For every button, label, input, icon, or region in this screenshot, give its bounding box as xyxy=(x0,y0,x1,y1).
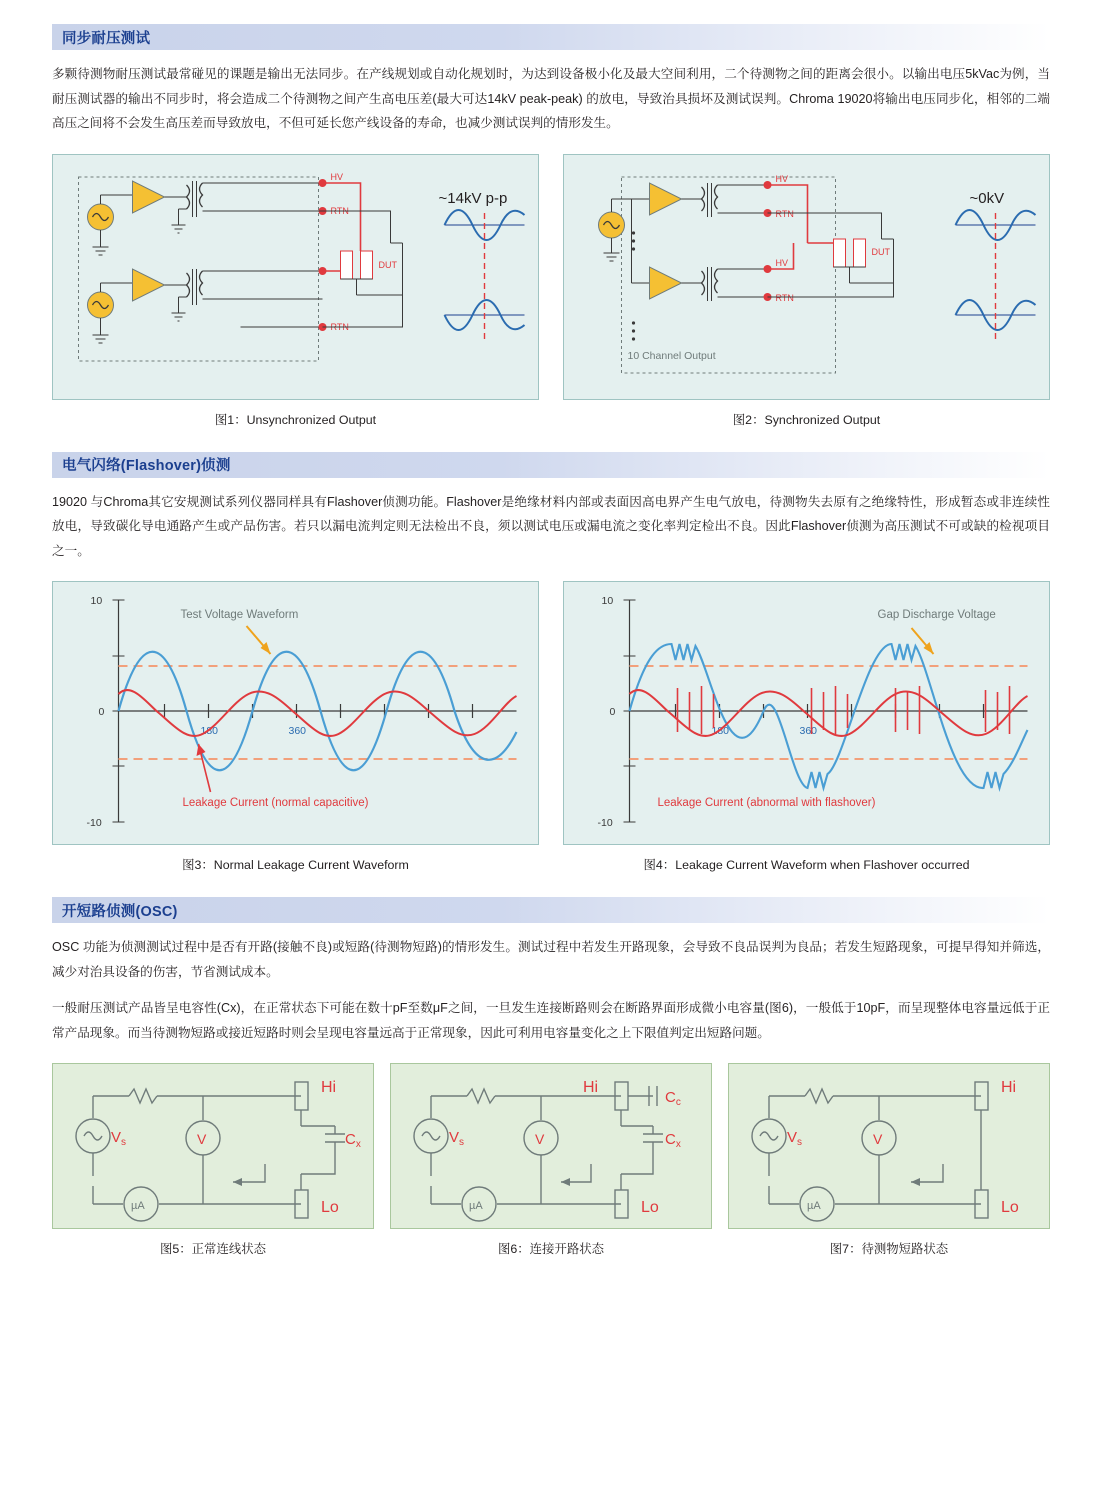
figure-2-label-rtn-1: RTN xyxy=(775,208,794,219)
figure-7-label-ua: µA xyxy=(807,1200,821,1213)
figure-6-label-vs: $V_s$ xyxy=(449,1129,465,1149)
figure-2-footnote: 10 Channel Output xyxy=(627,349,716,362)
figure-3-xtick-180: 180 xyxy=(200,725,219,738)
figure-4-ymid: 0 xyxy=(609,706,616,719)
figure-4-legend: Leakage Current (abnormal with flashover) xyxy=(657,797,876,810)
figure-4-ymax: 10 xyxy=(601,595,614,608)
figure-cell-3 xyxy=(52,581,539,873)
figure-2-label-dut: DUT xyxy=(871,246,890,257)
figure-5-label-lo: Lo xyxy=(321,1199,339,1217)
figure-6-label-v: V xyxy=(535,1131,545,1148)
figure-6-label-lo: Lo xyxy=(641,1199,659,1217)
figure-3-caption: 图3：Normal Leakage Current Waveform xyxy=(182,858,409,873)
figure-2-label-hv-2: HV xyxy=(775,257,789,268)
figure-1-annotation: ~14kV p-p xyxy=(438,189,508,207)
figure-2-label-rtn-2: RTN xyxy=(775,292,794,303)
figure-cell-5 xyxy=(52,1063,374,1257)
figure-6-label-hi: Hi xyxy=(583,1079,599,1097)
figure-5-label-cx: $C_x$ xyxy=(345,1131,361,1151)
section-header-1 xyxy=(52,24,1050,50)
figure-4-chart xyxy=(563,581,1050,845)
section-header-2 xyxy=(52,452,1050,478)
figure-4-caption: 图4：Leakage Current Waveform when Flashover occurred xyxy=(643,858,970,873)
figure-1-label-dut: DUT xyxy=(378,259,397,270)
figure-5-label-v: V xyxy=(197,1131,207,1148)
figure-1-label-hv: HV xyxy=(330,171,344,182)
section-header-3 xyxy=(52,897,1050,923)
figure-4-ymin: -10 xyxy=(597,817,613,830)
figure-1-label-rtn: RTN xyxy=(330,205,349,216)
figure-5-caption: 图5：正常连线状态 xyxy=(159,1242,267,1257)
figure-4-annotation: Gap Discharge Voltage xyxy=(877,609,996,622)
figure-3-xtick-360: 360 xyxy=(288,725,307,738)
figure-6-label-cx: $C_x$ xyxy=(665,1131,681,1151)
figure-7-label-v: V xyxy=(873,1131,883,1148)
figure-7-diagram xyxy=(728,1063,1050,1229)
figure-cell-4 xyxy=(563,581,1050,873)
figure-1-diagram xyxy=(52,154,539,400)
figure-7-label-hi: Hi xyxy=(1001,1079,1017,1097)
figure-3-ymin: -10 xyxy=(86,817,102,830)
section-3-paragraph-1: OSC 功能为侦测测试过程中是否有开路(接触不良)或短路(待测物短路)的情形发生。测试过程中若发生开路现象，会导致不良品误判为良品；若发生短路现象，可提早得知并筛选，减少对治具设备的伤害，节省测试成本。 xyxy=(52,940,1050,979)
section-title-3: 开短路侦测(OSC) xyxy=(62,903,178,920)
figure-3-ymid: 0 xyxy=(98,706,105,719)
figure-cell-1 xyxy=(52,154,539,428)
figure-2-diagram xyxy=(563,154,1050,400)
figure-7-label-vs: $V_s$ xyxy=(787,1129,803,1149)
figure-4-xtick-360: 360 xyxy=(799,725,818,738)
figure-1-caption: 图1：Unsynchronized Output xyxy=(214,412,377,427)
figure-3-legend: Leakage Current (normal capacitive) xyxy=(182,797,369,810)
figure-3-chart xyxy=(52,581,539,845)
figure-row-1 xyxy=(52,154,1050,428)
figure-1-label-rtn-2: RTN xyxy=(330,321,349,332)
figure-5-label-vs: $V_s$ xyxy=(111,1129,127,1149)
section-1-paragraph: 多颗待测物耐压测试最常碰见的课题是输出无法同步。在产线规划或自动化规划时，为达到设备极小化及最大空间利用，二个待测物之间的距离会很小。以输出电压5kVac为例，当耐压测试器的输出不同步时，将会造成二个待测物之间产生高电压差(最大可达14kV peak-peak) 的放电，导致治具损坏及测试误判。Chroma 19020将输出电压同步化，相邻的二端高压之间将不会发生高压差而导致放电，不但可延长您产线设备的寿命，也减少测试误判的情形发生。 xyxy=(52,67,1050,131)
figure-2-annotation: ~0kV xyxy=(969,189,1005,207)
figure-6-caption: 图6：连接开路状态 xyxy=(497,1242,605,1257)
figure-4-xtick-180: 180 xyxy=(711,725,730,738)
figure-6-label-ua: µA xyxy=(469,1200,483,1213)
figure-cell-2 xyxy=(563,154,1050,428)
figure-6-diagram xyxy=(390,1063,712,1229)
figure-7-label-lo: Lo xyxy=(1001,1199,1019,1217)
section-2-paragraph: 19020 与Chroma其它安规测试系列仪器同样具有Flashover侦测功能。Flashover是绝缘材料内部或表面因高电界产生电气放电，待测物失去原有之绝缘特性，形成暂态或非连续性放电，导致碳化导电通路产生或产品伤害。若只以漏电流判定则无法检出不良，须以测试电压或漏电流之变化率判定检出不良。因此Flashover侦测为高压测试不可或缺的检视项目之一。 xyxy=(52,494,1050,558)
section-3-paragraph-2: 一般耐压测试产品皆呈电容性(Cx)，在正常状态下可能在数十pF至数μF之间，一旦发生连接断路则会在断路界面形成微小电容量(图6)，一般低于10pF，而呈现整体电容量远低于正常产品现象。而当待测物短路或接近短路时则会呈现电容量远高于正常现象，因此可利用电容量变化之上下限值判定出短路问题。 xyxy=(52,1001,1050,1040)
figure-3-ymax: 10 xyxy=(90,595,103,608)
figure-5-label-ua: µA xyxy=(131,1200,145,1213)
figure-6-label-cc: $C_c$ xyxy=(665,1089,681,1109)
figure-2-label-hv-1: HV xyxy=(775,173,789,184)
figure-cell-6 xyxy=(390,1063,712,1257)
figure-5-diagram xyxy=(52,1063,374,1229)
figure-3-annotation: Test Voltage Waveform xyxy=(180,609,299,622)
figure-5-label-hi: Hi xyxy=(321,1079,337,1097)
section-title: 同步耐压测试 xyxy=(62,30,151,47)
figure-cell-7 xyxy=(728,1063,1050,1257)
figure-2-caption: 图2：Synchronized Output xyxy=(732,412,881,427)
figure-row-3 xyxy=(52,1063,1050,1257)
figure-row-2 xyxy=(52,581,1050,873)
figure-7-caption: 图7：待测物短路状态 xyxy=(829,1242,949,1257)
section-title-2: 电气闪络(Flashover)侦测 xyxy=(62,458,231,475)
